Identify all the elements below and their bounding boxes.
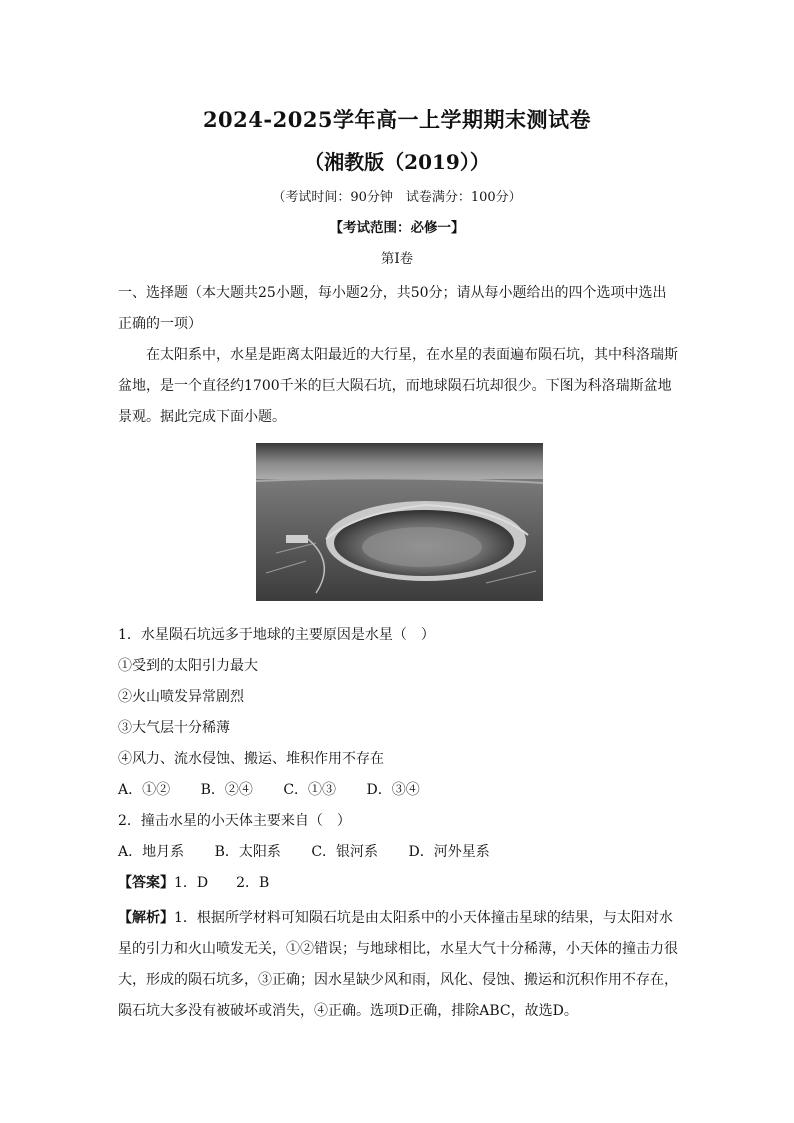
question-1-item-3: ③大气层十分稀薄 xyxy=(118,720,230,736)
analysis-text: 1．根据所学材料可知陨石坑是由太阳系中的小天体撞击星球的结果，与太阳对水星的引力和火山喷发无关，①②错误；与地球相比，水星大气十分稀薄，小天体的撞击力很大，形成的陨石坑多，③正确；因水星缺少风和雨，风化、侵蚀、搬运和沉积作用不存在，陨石坑大多没有被破坏或消失，④正确。选项D正确，排除ABC，故选D。 xyxy=(118,910,678,1019)
edition-subtitle: （湘教版（2019）） xyxy=(304,150,490,174)
passage-text: 在太阳系中，水星是距离太阳最近的大行星，在水星的表面遍布陨石坑，其中科洛瑞斯盆地，是一个直径约1700千米的巨大陨石坑，而地球陨石坑却很少。下图为科洛瑞斯盆地景观。据此完成下面小题。 xyxy=(118,347,678,425)
exam-scope: 【考试范围：必修一】 xyxy=(329,220,465,236)
question-1-stem: 1．水星陨石坑远多于地球的主要原因是水星（ ） xyxy=(118,627,435,643)
option-a: A．地月系 xyxy=(118,844,185,860)
section-heading: 一、选择题（本大题共25小题，每小题2分，共50分；请从每小题给出的四个选项中选出正确的一项） xyxy=(118,285,667,332)
question-2-options xyxy=(118,841,516,861)
analysis-block xyxy=(118,903,678,1027)
option-b: B．②④ xyxy=(200,782,253,798)
option-d: D．③④ xyxy=(366,782,420,798)
question-1-options xyxy=(118,779,446,799)
question-2-stem: 2．撞击水星的小天体主要来自（ ） xyxy=(118,813,351,829)
answer-label: 【答案】 xyxy=(118,875,174,891)
option-c: C．①③ xyxy=(283,782,337,798)
page-title: 2024-2025学年高一上学期期末测试卷 xyxy=(202,107,592,132)
option-a: A．①② xyxy=(118,782,171,798)
option-d: D．河外星系 xyxy=(408,844,490,860)
question-1-item-2: ②火山喷发异常剧烈 xyxy=(118,689,244,705)
question-1-item-1: ①受到的太阳引力最大 xyxy=(118,658,258,674)
question-1-item-4: ④风力、流水侵蚀、搬运、堆积作用不存在 xyxy=(118,751,384,767)
analysis-label: 【解析】 xyxy=(118,910,174,926)
option-c: C．银河系 xyxy=(311,844,379,860)
option-b: B．太阳系 xyxy=(214,844,281,860)
volume-label: 第Ⅰ卷 xyxy=(380,251,414,267)
exam-info: （考试时间：90分钟 试卷满分：100分） xyxy=(272,190,522,205)
answer-line xyxy=(118,872,269,892)
answer-text: 1．D 2．B xyxy=(174,875,270,891)
crater-photo xyxy=(256,443,543,601)
